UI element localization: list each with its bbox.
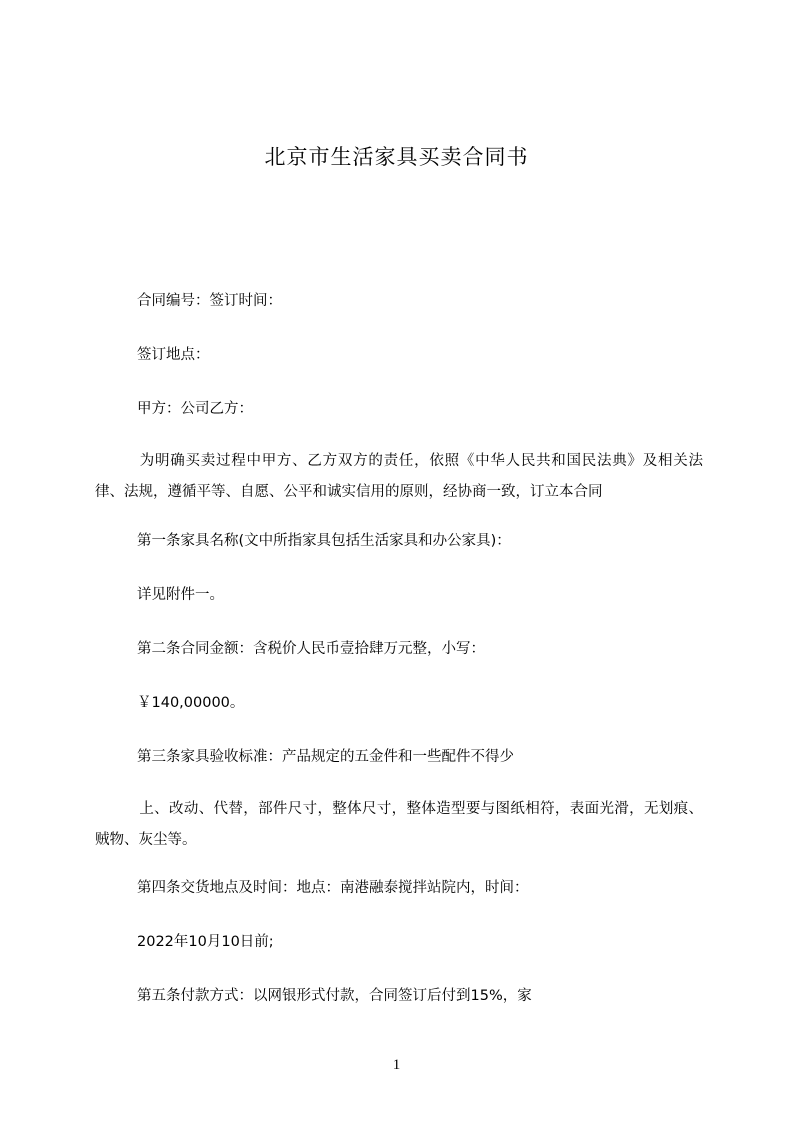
article-three-detail [95,794,703,856]
preamble-text: 为明确买卖过程中甲方、乙方双方的责任，依照《中华人民共和国民法典》及相关法律、法规，遵循平等、自愿、公平和诚实信用的原则，经协商一致，订立本合同 [95,453,703,500]
article-three-heading: 第三条家具验收标准：产品规定的五金件和一些配件不得少 [137,749,514,765]
article-one-heading: 第一条家具名称(文中所指家具包括生活家具和办公家具)： [137,533,511,549]
preamble-paragraph [95,446,703,508]
signing-place-line: 签订地点： [137,347,210,363]
article-two-figure: ￥140,00000。 [137,695,245,711]
article-one-detail: 详见附件一。 [137,587,224,603]
article-four-date: 2022年10月10日前; [137,934,274,950]
page-number: 1 [392,1057,401,1073]
article-three-detail-text: 上、改动、代替，部件尺寸，整体尺寸，整体造型要与图纸相符，表面光滑，无划痕、贼物、灰尘等。 [95,801,703,848]
contract-number-and-date-line: 合同编号：签订时间： [137,293,282,309]
article-two-amount: 第二条合同金额：含税价人民币壹拾肆万元整，小写： [137,641,485,657]
parties-line: 甲方：公司乙方： [137,401,253,417]
article-four-heading: 第四条交货地点及时间：地点：南港融泰搅拌站院内，时间： [137,880,529,896]
article-five-heading: 第五条付款方式：以网银形式付款，合同签订后付到15%，家 [137,988,532,1004]
document-title: 北京市生活家具买卖合同书 [264,145,529,169]
